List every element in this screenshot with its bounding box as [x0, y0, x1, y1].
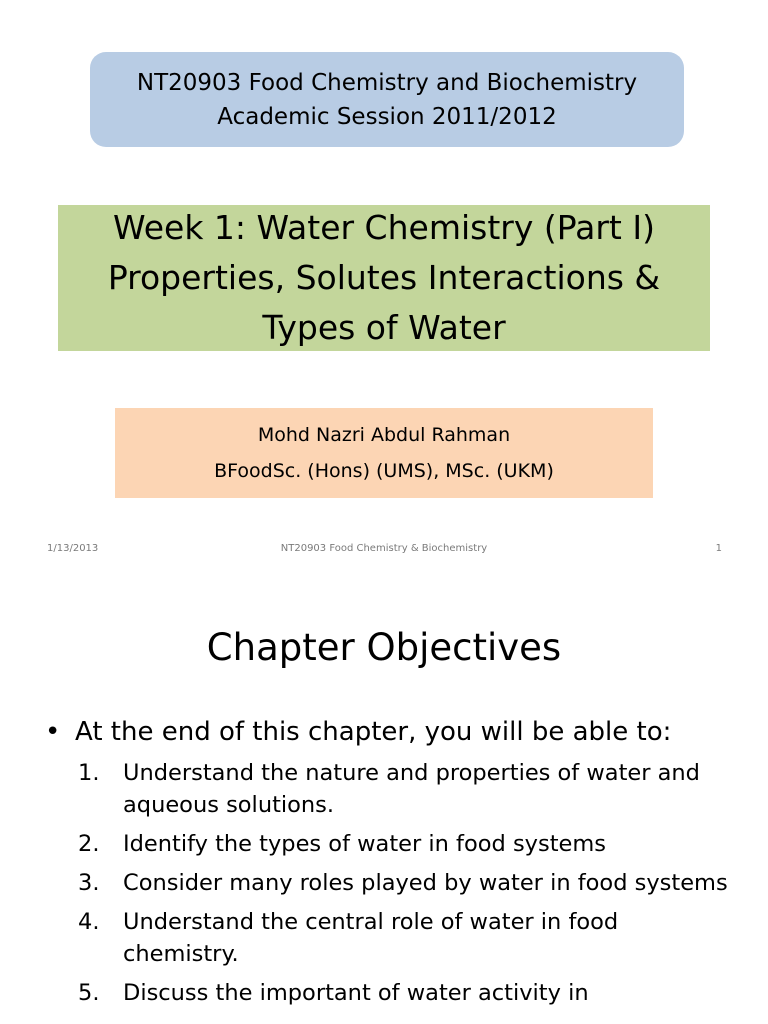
lecture-title-box [58, 205, 710, 351]
objective-text: Consider many roles played by water in food systems [123, 870, 728, 896]
academic-session: Academic Session 2011/2012 [217, 103, 557, 130]
author-box [115, 408, 653, 498]
slide-title: Chapter Objectives [206, 626, 562, 669]
objective-item [78, 906, 738, 970]
objective-item [78, 977, 738, 1009]
objective-number: 2. [78, 831, 100, 857]
bullet-text: At the end of this chapter, you will be able to: [75, 717, 672, 747]
objective-text: Discuss the important of water activity in [123, 980, 589, 1006]
lecture-title-line-3: Types of Water [262, 308, 506, 347]
objective-number: 5. [78, 980, 100, 1006]
footer-date: 1/13/2013 [47, 543, 99, 554]
objective-number: 4. [78, 909, 100, 935]
objective-item [78, 828, 738, 860]
slide-divider [0, 570, 768, 586]
objective-text: Understand the central role of water in food chemistry. [123, 909, 619, 967]
objective-item [78, 757, 738, 821]
objectives-list [78, 757, 738, 1016]
bullet-marker: • [45, 717, 61, 747]
course-header-box [90, 52, 684, 147]
course-title: NT20903 Food Chemistry and Biochemistry [136, 69, 638, 96]
objective-item [78, 867, 738, 899]
lecture-title-line-1: Week 1: Water Chemistry (Part I) [113, 208, 655, 247]
objective-number: 3. [78, 870, 100, 896]
objective-number: 1. [78, 760, 100, 786]
objective-text: Identify the types of water in food systems [123, 831, 607, 857]
author-name: Mohd Nazri Abdul Rahman [257, 424, 511, 446]
author-credentials: BFoodSc. (Hons) (UMS), MSc. (UKM) [214, 460, 554, 482]
footer-page-number: 1 [715, 543, 722, 554]
footer-course: NT20903 Food Chemistry & Biochemistry [280, 543, 488, 554]
lecture-title-line-2: Properties, Solutes Interactions & [107, 258, 661, 297]
objective-text: Understand the nature and properties of water and aqueous solutions. [123, 760, 700, 818]
bullet-point [45, 712, 671, 752]
